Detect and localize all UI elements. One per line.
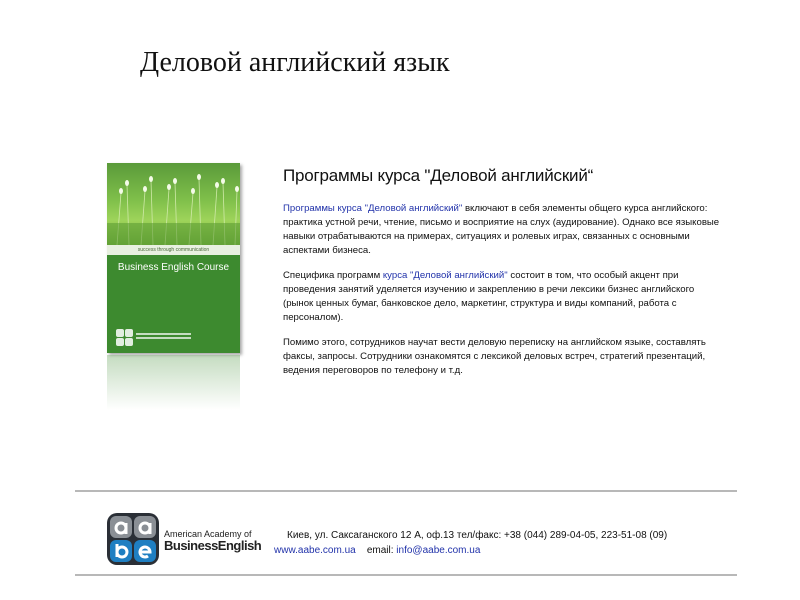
email-label: email: [366, 545, 397, 556]
aabe-logo-small-icon [116, 329, 133, 346]
paragraph-1: Программы курса "Деловой английский" включают в себя элементы общего курса английского: практика устной речи, чтение, письмо и восприятие на слух (аудирование). Однако все языковые навыки отрабатываются на примерах, ситуациях и ролевых играх, связанных с основными аспектами бизнеса. [283, 203, 720, 256]
book-tagline: success through communication [137, 247, 210, 253]
page-title: Деловой английский язык [140, 47, 450, 78]
book-reflection [107, 355, 240, 410]
course-name-highlight: курса "Деловой английский" [382, 270, 508, 281]
footer-divider-top [75, 490, 737, 492]
book-course-title: Business English Course [117, 262, 230, 273]
grass-photo [107, 163, 240, 245]
book-cover-image [107, 163, 240, 353]
org-name-line2: BusinessEnglish [164, 538, 262, 553]
email-link[interactable]: info@aabe.com.ua [396, 545, 481, 556]
website-link[interactable]: www.aabe.com.ua [274, 545, 356, 556]
paragraph-2: Специфика программ курса "Деловой английский" состоит в том, что особый акцент при проведения занятий уделяется изучению и закреплению в речи лексики бизнес английского (рынок ценных бумаг, банковское дело, маркетинг, структура и виды компаний, работа с персоналом). [283, 270, 695, 323]
course-name-link: Программы курса "Деловой английский" [283, 203, 463, 214]
book-logo-text [136, 333, 191, 341]
grass-illustration [107, 163, 240, 245]
section-heading: Программы курса "Деловой английский“ [283, 166, 594, 185]
org-name-line1: American Academy of [164, 529, 252, 539]
footer-divider-bottom [75, 574, 737, 576]
aabe-logo-icon [107, 513, 159, 565]
footer-address: Киев, ул. Саксаганского 12 А, оф.13 тел/факс: +38 (044) 289-04-05, 223-51-08 (09) [287, 530, 668, 541]
paragraph-3: Помимо этого, сотрудников научат вести деловую переписку на английском языке, составлять факсы, запросы. Сотрудники ознакомятся с лексикой деловых встреч, стратегий презентаций, ведения переговоров по телефону и т.д. [283, 337, 706, 376]
footer-contacts [274, 545, 480, 556]
